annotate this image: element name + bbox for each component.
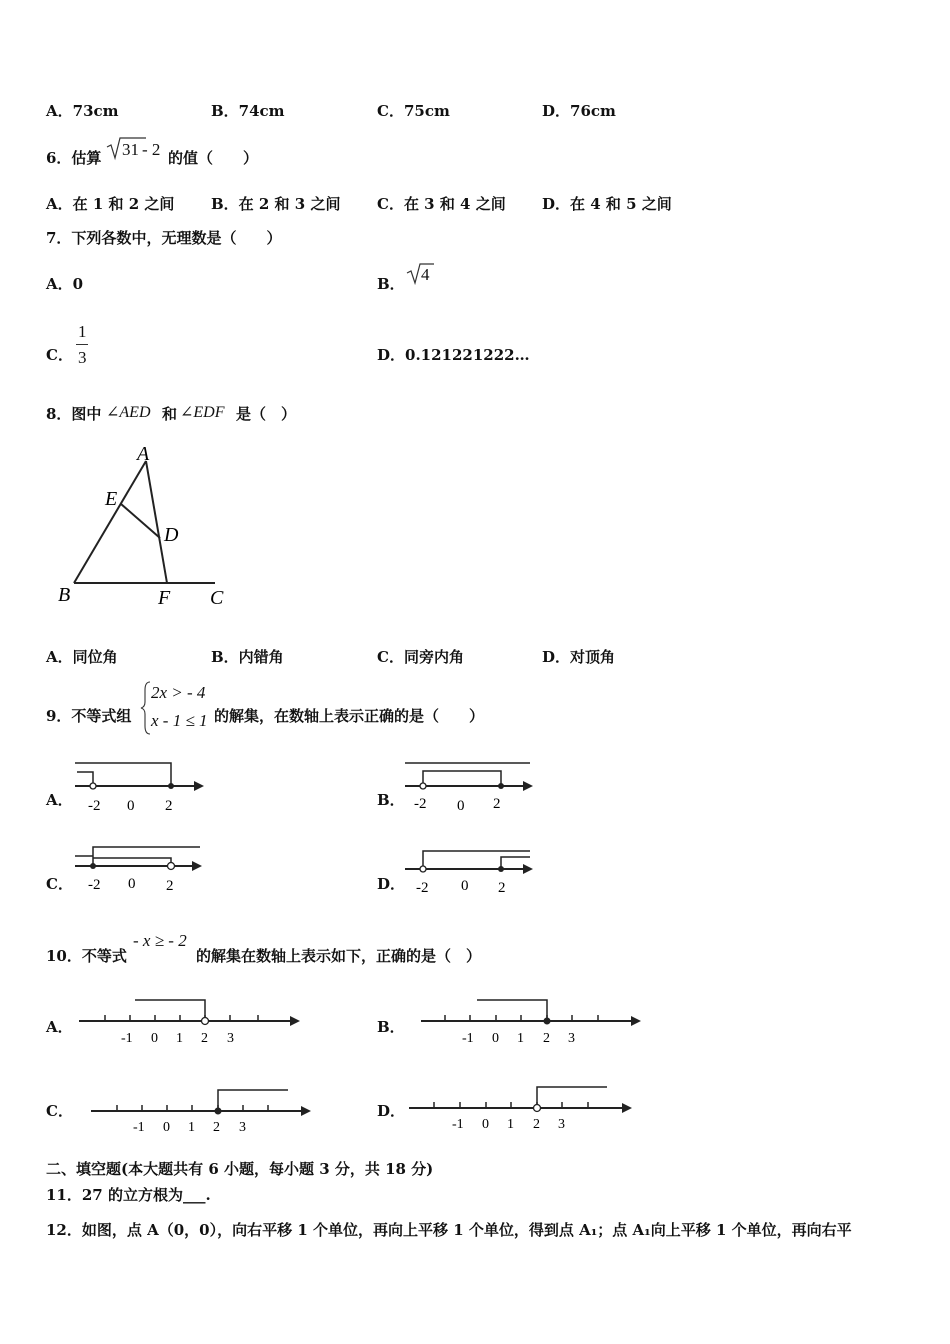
q10-suffix: 的解集在数轴上表示如下，正确的是（ ）	[196, 947, 482, 965]
q6-option-a: A．在 1 和 2 之间	[46, 195, 175, 213]
q10-option-a-label: A．	[46, 1018, 73, 1036]
q8-option-c: C．同旁内角	[377, 648, 464, 666]
q9-a-tick-0: 0	[127, 798, 135, 814]
q8-label-a: A	[137, 443, 150, 465]
q7-option-b-radicand: 4	[421, 265, 430, 284]
q9-b-tick-0: 0	[457, 798, 465, 814]
q8-suffix: 是（ ）	[236, 405, 297, 423]
q10-a-tick-neg1: -1	[121, 1031, 133, 1046]
q5-option-b: B．74cm	[211, 102, 285, 120]
q6-prefix: 6．估算	[46, 149, 102, 167]
q6-minus-two: - 2	[142, 140, 161, 159]
q10-b-tick-neg1: -1	[462, 1031, 474, 1046]
q7-option-c-numerator: 1	[78, 322, 87, 341]
q8-option-b: B．内错角	[211, 648, 284, 666]
q10-d-tick-0: 0	[482, 1117, 489, 1132]
q10-c-tick-1: 1	[188, 1120, 195, 1135]
q8-label-f: F	[158, 587, 171, 609]
q10-prefix: 10．不等式	[46, 947, 127, 965]
q6-radicand: 31	[122, 140, 139, 159]
q8-angle-edf: ∠EDF	[180, 404, 225, 421]
q10-d-tick-neg1: -1	[452, 1117, 464, 1132]
q5-option-c: C．75cm	[377, 102, 450, 120]
q10-d-tick-3: 3	[558, 1117, 565, 1132]
q9-option-c-label: C．	[46, 875, 73, 893]
q9-c-tick-neg2: -2	[88, 877, 101, 893]
q10-numberline-b	[421, 1000, 641, 1046]
q8-option-a: A．同位角	[46, 648, 118, 666]
q9-suffix: 的解集，在数轴上表示正确的是（ ）	[214, 707, 485, 725]
q10-a-tick-2: 2	[201, 1031, 208, 1046]
q10-b-tick-0: 0	[492, 1031, 499, 1046]
q10-option-c-label: C．	[46, 1102, 73, 1120]
q9-c-tick-0: 0	[128, 876, 136, 892]
q10-d-tick-2: 2	[533, 1117, 540, 1132]
q9-line1: 2x > - 4	[151, 683, 206, 702]
q10-a-tick-3: 3	[227, 1031, 234, 1046]
q10-c-tick-2: 2	[213, 1120, 220, 1135]
q9-a-tick-2: 2	[165, 798, 173, 814]
q7-stem: 7．下列各数中，无理数是（ ）	[46, 229, 282, 247]
q7-option-a: A．0	[46, 275, 84, 293]
q10-d-tick-1: 1	[507, 1117, 514, 1132]
q11-text: 11．27 的立方根为___.	[46, 1186, 211, 1204]
q10-numberline-a	[79, 1000, 300, 1046]
q6-option-d: D．在 4 和 5 之间	[542, 195, 672, 213]
q10-option-b-label: B．	[377, 1018, 405, 1036]
q7-option-c-denominator: 3	[78, 348, 87, 367]
q10-c-tick-neg1: -1	[133, 1120, 145, 1135]
q9-d-tick-0: 0	[461, 878, 469, 894]
q6-option-b: B．在 2 和 3 之间	[211, 195, 341, 213]
q9-option-d-label: D．	[377, 875, 406, 893]
q6-option-c: C．在 3 和 4 之间	[377, 195, 506, 213]
q9-d-tick-2: 2	[498, 880, 506, 896]
q5-option-d: D．76cm	[542, 102, 616, 120]
section2-heading: 二、填空题(本大题共有 6 小题，每小题 3 分，共 18 分)	[46, 1160, 434, 1178]
q12-text: 12．如图，点 A（0，0），向右平移 1 个单位，再向上平移 1 个单位，得到点 A₁；点 A₁向上平移 1 个单位，再向右平	[46, 1221, 852, 1239]
q6-suffix: 的值（ ）	[168, 149, 259, 167]
q8-and: 和	[162, 405, 178, 423]
q10-inequality: - x ≥ - 2	[133, 931, 187, 950]
q10-b-tick-3: 3	[568, 1031, 575, 1046]
q10-a-tick-1: 1	[176, 1031, 183, 1046]
q8-label-e: E	[105, 488, 118, 510]
q9-b-tick-2: 2	[493, 796, 501, 812]
q10-c-tick-3: 3	[239, 1120, 246, 1135]
q10-option-d-label: D．	[377, 1102, 406, 1120]
q9-line2: x - 1 ≤ 1	[151, 711, 208, 730]
q8-prefix: 8．图中	[46, 405, 102, 423]
q9-c-tick-2: 2	[166, 878, 174, 894]
q10-c-tick-0: 0	[163, 1120, 170, 1135]
q10-a-tick-0: 0	[151, 1031, 158, 1046]
q10-numberline-d	[409, 1087, 632, 1132]
q8-label-d: D	[164, 524, 179, 546]
q7-option-b-label: B．	[377, 275, 405, 293]
q7-option-c-label: C．	[46, 346, 73, 364]
q7-option-d: D．0.121221222…	[377, 346, 530, 364]
q9-d-tick-neg2: -2	[416, 880, 429, 896]
q5-option-a: A．73cm	[46, 102, 119, 120]
q9-option-a-label: A．	[46, 791, 73, 809]
q10-b-tick-2: 2	[543, 1031, 550, 1046]
q9-b-tick-neg2: -2	[414, 796, 427, 812]
q8-angle-aed: ∠AED	[106, 404, 151, 421]
q8-label-b: B	[58, 584, 71, 606]
q9-option-b-label: B．	[377, 791, 405, 809]
q8-label-c: C	[210, 587, 224, 609]
q9-a-tick-neg2: -2	[88, 798, 101, 814]
q10-b-tick-1: 1	[517, 1031, 524, 1046]
q8-option-d: D．对顶角	[542, 648, 616, 666]
q9-prefix: 9．不等式组	[46, 707, 132, 725]
q10-numberline-c	[91, 1090, 311, 1135]
